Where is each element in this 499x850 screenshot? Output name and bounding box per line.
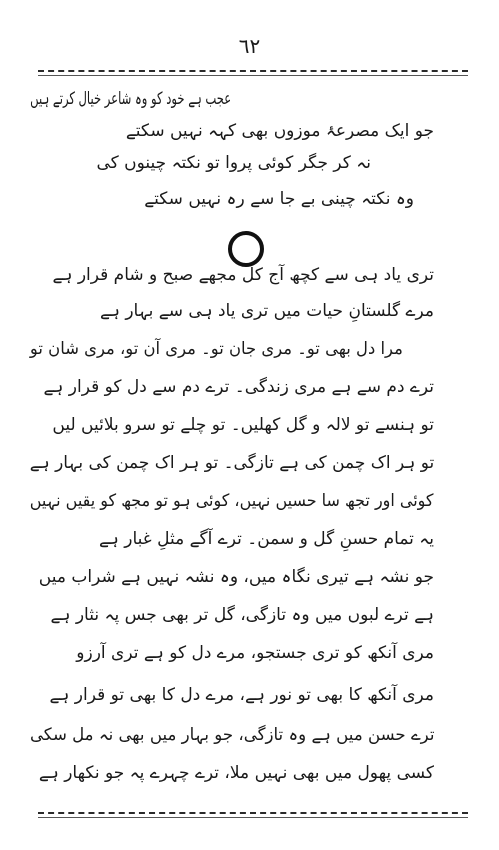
poem-line: مرا دل بھی تو۔ مری جان تو۔ مری آن تو، مری شان تو — [30, 339, 403, 359]
poem-line: مرے گلستانِ حیات میں تری یاد ہی سے بہار ہے — [100, 301, 434, 321]
poem-line: مری آنکھ کو تری جستجو، مرے دل کو ہے تری آرزو — [76, 643, 434, 663]
page-number: ٦٢ — [238, 34, 261, 58]
poem-line: تو ہنسے تو لالہ و گل کھلیں۔ تو چلے تو سرو بلائیں لیں — [52, 415, 434, 435]
poem-line: تری یاد ہی سے کچھ آج کل مجھے صبح و شام قرار ہے — [52, 265, 434, 285]
poem-line: تو ہر اک چمن کی ہے تازگی۔ تو ہر اک چمن کی بہار ہے — [29, 453, 434, 473]
poem-line: وہ نکتہ چینی بے جا سے رہ نہیں سکتے — [144, 189, 414, 209]
bottom-divider-solid — [38, 817, 468, 818]
poem-line: جو ایک مصرعۂ موزوں بھی کہہ نہیں سکتے — [125, 121, 434, 141]
poem-line: مری آنکھ کا بھی تو نور ہے، مرے دل کا بھی تو قرار ہے — [49, 685, 434, 705]
poem-line: کوئی اور تجھ سا حسیں نہیں، کوئی ہو تو مجھ کو یقیں نہیں — [30, 491, 434, 511]
poem-line: ترے حسن میں ہے وہ تازگی، جو بہار میں بھی نہ مل سکی — [29, 725, 434, 745]
poem-line: نہ کر جگر کوئی پروا تو نکتہ چینوں کی — [96, 153, 371, 173]
top-divider-solid — [38, 75, 468, 76]
poem-line: ہے ترے لبوں میں وہ تازگی، گل تر بھی جس پہ نثار ہے — [50, 605, 434, 625]
poem-line: جو نشہ ہے تیری نگاہ میں، وہ نشہ نہیں ہے شراب میں — [38, 567, 434, 587]
poem-line: کسی پھول میں بھی نہیں ملا، ترے چہرے پہ جو نکھار ہے — [38, 763, 434, 783]
top-divider-dashed — [38, 70, 468, 72]
bottom-divider-dashed — [38, 812, 468, 814]
poem-line: عجب ہے خود کو وہ شاعر خیال کرتے ہیں — [29, 89, 231, 109]
poem-line: یہ تمام حسنِ گل و سمن۔ ترے آگے مثلِ غبار ہے — [98, 529, 434, 549]
poem-line: ترے دم سے ہے مری زندگی۔ ترے دم سے دل کو قرار ہے — [43, 377, 434, 397]
